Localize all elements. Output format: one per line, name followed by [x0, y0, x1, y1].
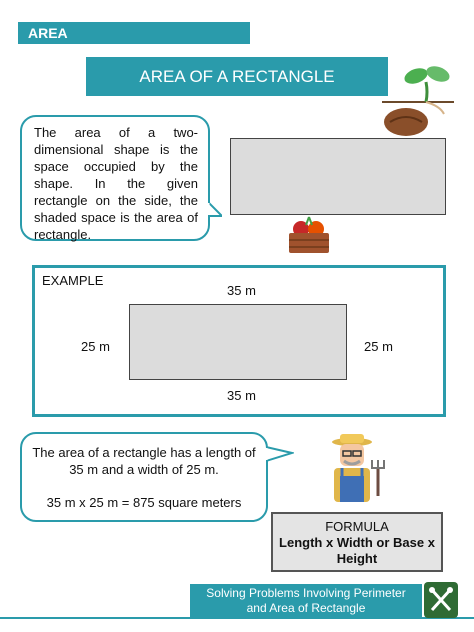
example-rectangle: [129, 304, 347, 380]
farmer-icon: [326, 432, 390, 504]
logo-icon: [424, 582, 458, 618]
intro-callout: [20, 115, 210, 241]
left-width-label: 25 m: [81, 339, 110, 354]
footer-line-1: Solving Problems Involving Perimeter: [206, 586, 406, 600]
right-width-label: 25 m: [364, 339, 393, 354]
formula-text: Length x Width or Base x Height: [279, 535, 435, 566]
intro-text: The area of a two-dimensional shape is the space occupied by the shape. In the given rectangle on the side, the shaded space is the area of rectangle.: [34, 125, 198, 242]
example-label: EXAMPLE: [42, 273, 104, 288]
formula-box: [271, 512, 443, 572]
footer-title: [190, 584, 422, 618]
crossed-tools-icon: [424, 582, 458, 618]
bottom-length-label: 35 m: [227, 388, 256, 403]
page-title: AREA OF A RECTANGLE: [86, 57, 388, 96]
section-tag: AREA: [18, 22, 250, 44]
explanation-callout: [20, 432, 268, 522]
explanation-line-1: The area of a rectangle has a length of 35 m and a width of 25 m.: [32, 445, 256, 477]
callout-pointer: [208, 200, 222, 222]
top-length-label: 35 m: [227, 283, 256, 298]
footer-line-2: and Area of Rectangle: [246, 601, 366, 615]
vegetable-crate-icon: [286, 215, 332, 255]
callout-pointer: [266, 443, 294, 465]
shaded-rectangle: [230, 138, 446, 215]
calculation-line: 35 m x 25 m = 875 square meters: [46, 495, 242, 510]
sprouting-seed-icon: [382, 62, 454, 140]
formula-title: FORMULA: [325, 519, 389, 534]
